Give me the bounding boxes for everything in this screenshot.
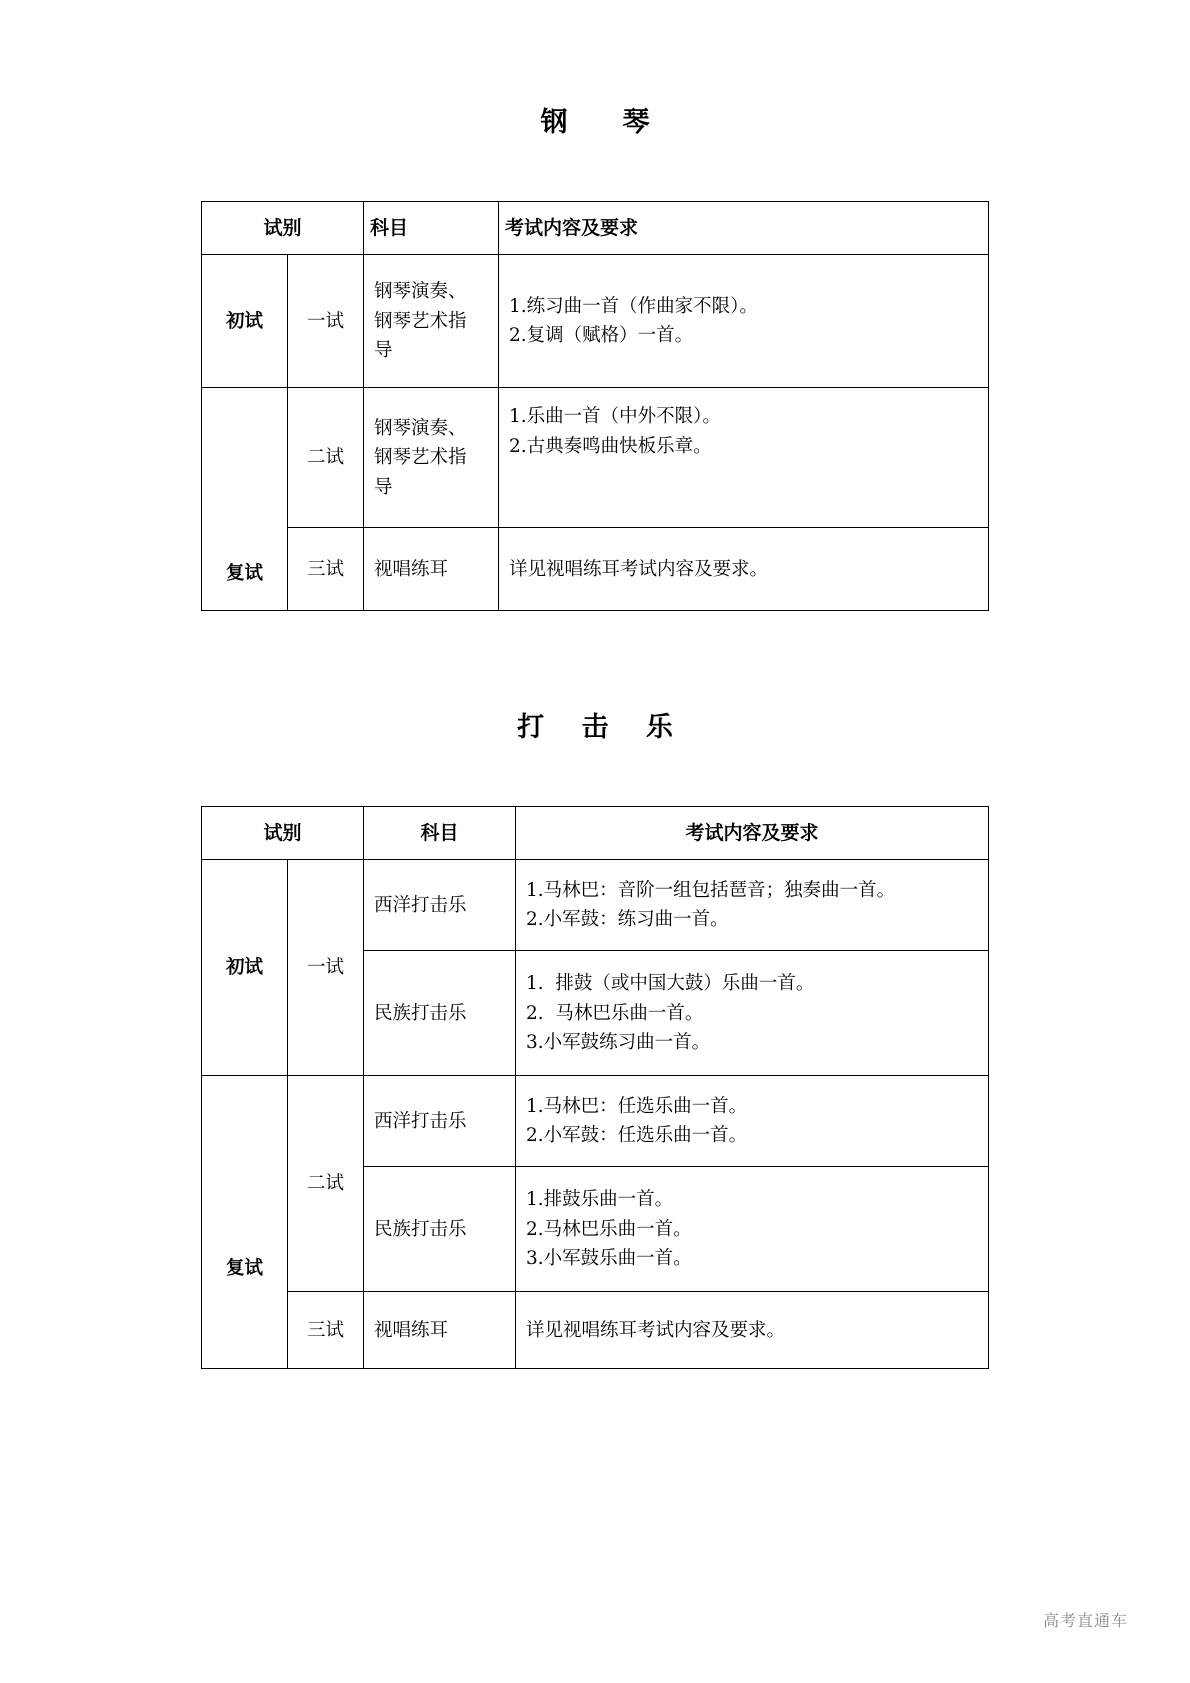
content-line: 2.复调（赋格）一首。 [509,325,694,347]
subject-line: 钢琴演奏、 [374,281,467,302]
cell-content: 详见视唱练耳考试内容及要求。 [516,1292,989,1369]
cell-content [516,1167,989,1292]
page-title-percussion: 打 击 乐 [517,712,687,743]
cell-content: 详见视唱练耳考试内容及要求。 [499,528,989,611]
cell-stage: 复试 [202,1076,288,1369]
subject-line: 钢琴演奏、 [374,417,467,439]
cell-content [516,860,989,951]
cell-subject: 西洋打击乐 [364,1076,516,1167]
cell-subject [364,255,499,388]
cell-round: 三试 [288,528,364,611]
content-line: 2.古典奏鸣曲快板乐章。 [509,435,712,457]
cell-content [516,951,989,1076]
table-row [202,255,989,388]
content-line: 1.练习曲一首（作曲家不限）。 [509,295,758,317]
content-line: 1. 排鼓（或中国大鼓）乐曲一首。 [526,973,815,994]
cell-subject: 视唱练耳 [364,528,499,611]
cell-subject: 视唱练耳 [364,1292,516,1369]
table-header-row [202,807,989,860]
cell-stage: 复试 [202,388,288,611]
subject-line: 导 [374,476,393,498]
subject-line: 钢琴艺术指 [374,447,467,469]
cell-content [499,255,989,388]
cell-content [499,388,989,528]
table-row [202,1292,989,1369]
table-row [202,528,989,611]
watermark: 高考直通车 [1042,1611,1128,1630]
cell-subject: 民族打击乐 [364,1167,516,1292]
cell-subject [364,388,499,528]
content-line: 3.小军鼓乐曲一首。 [526,1248,692,1270]
content-line: 2.马林巴乐曲一首。 [526,1218,692,1240]
subject-line: 钢琴艺术指 [374,310,467,332]
cell-round: 三试 [288,1292,364,1369]
content-line: 1.马林巴：音阶一组包括琶音；独奏曲一首。 [526,879,896,901]
table-row [202,860,989,951]
header-subject: 科目 [364,202,499,255]
cell-round: 二试 [288,388,364,528]
exam-table-percussion [201,806,989,1369]
content-line: 1.排鼓乐曲一首。 [526,1189,674,1210]
content-line: 2.小军鼓：练习曲一首。 [526,909,729,931]
cell-content [516,1076,989,1167]
section-percussion [0,705,1190,1369]
page-title-piano: 钢 琴 [540,107,664,138]
subject-line: 导 [374,340,393,362]
table-row [202,1076,989,1167]
header-stage: 试别 [202,202,364,255]
content-line: 3.小军鼓练习曲一首。 [526,1032,711,1054]
section-piano [0,100,1190,611]
cell-round: 一试 [288,255,364,388]
cell-subject: 民族打击乐 [364,951,516,1076]
header-stage: 试别 [202,807,364,860]
exam-table-piano [201,201,989,611]
content-line: 1.马林巴：任选乐曲一首。 [526,1095,748,1117]
content-line: 2.小军鼓：任选乐曲一首。 [526,1125,748,1147]
header-content: 考试内容及要求 [499,202,989,255]
cell-round: 一试 [288,860,364,1076]
header-subject: 科目 [364,807,516,860]
content-line: 1.乐曲一首（中外不限）。 [509,406,721,428]
content-line: 2. 马林巴乐曲一首。 [526,1002,704,1024]
table-row [202,388,989,528]
header-content: 考试内容及要求 [516,807,989,860]
cell-stage: 初试 [202,860,288,1076]
cell-subject: 西洋打击乐 [364,860,516,951]
cell-round: 二试 [288,1076,364,1292]
table-header-row [202,202,989,255]
cell-stage: 初试 [202,255,288,388]
